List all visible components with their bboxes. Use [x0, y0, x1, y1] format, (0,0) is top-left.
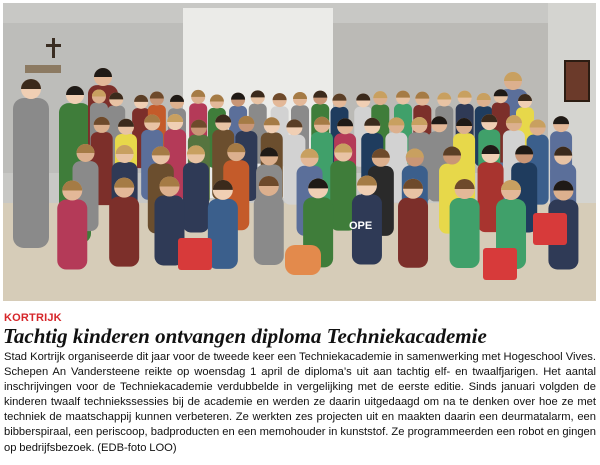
person-body — [254, 195, 284, 265]
red-bag — [483, 248, 517, 280]
red-bag — [533, 213, 567, 245]
shirt-print: OPE — [349, 220, 373, 232]
person-body — [109, 197, 139, 267]
group-photo — [3, 3, 596, 301]
orange-bag — [285, 245, 321, 275]
article-kicker: KORTRIJK — [4, 312, 62, 324]
person-body — [398, 198, 428, 268]
person-body — [208, 199, 238, 269]
article-body: Stad Kortrijk organiseerde dit jaar voor de tweede keer een Techniekacademie in samenwerking met Hogeschool Vives. Schepen An Vandersteene reikte op woensdag 1 april de diploma’s uit aan tachtig elf- en twaalfjarigen. Het aantal inschrijvingen voor de Techniekacademie verdubbelde in vergelijking met de eerste editie. Sinds januari volgden de kinderen twaalf techniekssessies bij de academie en werden ze daarin uitgedaagd om na te denken over hoe ze met techniek de maatschappij kunnen verbeteren. Ze werkten zes projecten uit en maakten daarin een deurmatalarm, een bibberspiraal, een periscoop, badproducten en een memohouder in kunststof. Ze programmeerden een robot en gingen op bedrijfsbezoek. (EDB-foto LOO) — [4, 351, 596, 454]
photo-painting — [565, 61, 589, 101]
person-body — [57, 200, 87, 270]
red-bag — [178, 238, 212, 270]
person — [13, 79, 49, 248]
article-headline: Tachtig kinderen ontvangen diploma Techniekacademie — [3, 324, 487, 348]
person-body — [183, 162, 209, 232]
person-body — [13, 98, 49, 248]
person-body — [450, 198, 480, 268]
photo-frame-left — [25, 65, 61, 73]
